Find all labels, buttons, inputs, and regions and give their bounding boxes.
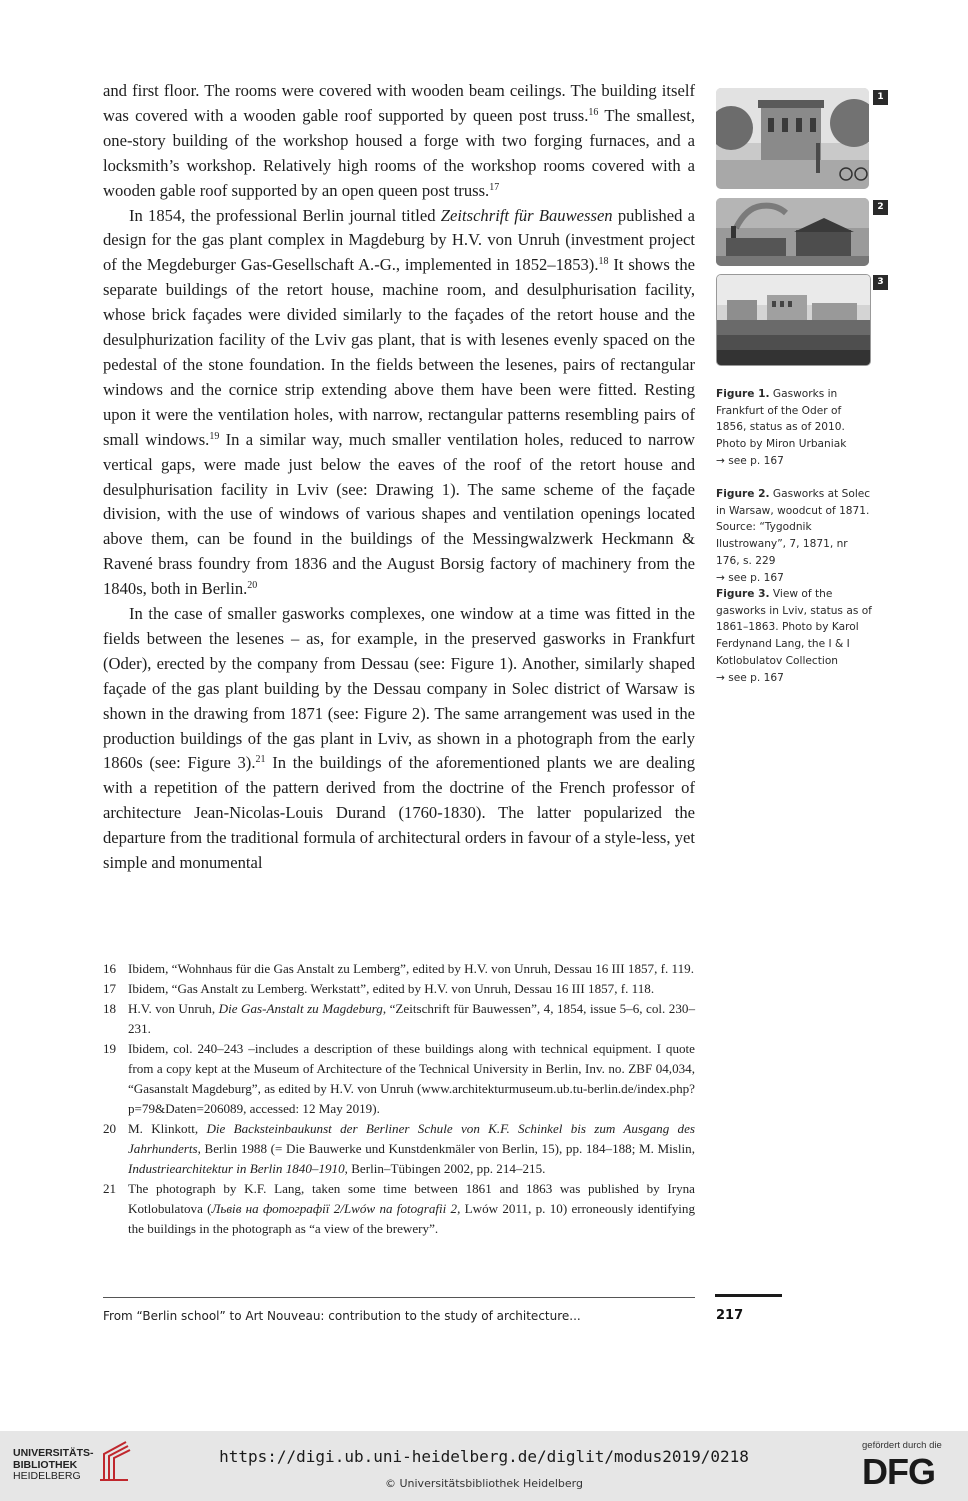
paragraph-3: In the case of smaller gasworks complexes, one window at a time was fitted in the fields between the lesenes – as, for example, in the preserved gasworks in Frankfurt (Oder), erected by the company from Dessau (see: Figure 1). Another, similarly shaped façade of the gas plant building by the Dessau company in Solec district of Warsaw is shown in the drawing from 1871 (see: Figure 2). The same arrangement was used in the production buildings of the gas plant in Lviv, as shown in a photograph from the early 1860s (see: Figure 3).$^{21}$ In the buildings of the aforementioned plants we are dealing with a repetition of the pattern derived from the doctrine of the French professor of architecture Jean-Nicolas-Louis Durand (1760-1830). The latter popularized the departure from the traditional formula of architectural orders in favour of a style-less, yet simple and monumental: [103, 604, 696, 873]
page-permalink[interactable]: https://digi.ub.uni-heidelberg.de/diglit/modus2019/0218: [219, 1447, 749, 1466]
viewer-footer-bar: [0, 1431, 968, 1501]
footnote-ref-18[interactable]: 18: [598, 256, 609, 268]
footer-divider: [103, 1297, 695, 1298]
figure-3-image[interactable]: [716, 274, 871, 366]
main-body-text: [103, 79, 695, 876]
footnote-ref-21[interactable]: 21: [255, 754, 266, 766]
running-title: From “Berlin school” to Art Nouveau: contribution to the study of architecture...: [103, 1309, 581, 1323]
paragraph-2: In 1854, the professional Berlin journal titled Zeitschrift für Bauwessen published a design for the gas plant complex in Magdeburg by H.V. von Unruh (investment project of the Megdeburger Gas-Gesellschaft A.-G., implemented in 1852–1853).$^{18}$ It shows the separate buildings of the retort house, machine room, and desulphurisation facility, whose brick façades were divided similarly to the façades of the retort house and the desulphurization facility of the Lviv gas plant, that is with lesenes evenly spaced on the pedestal of the stone foundation. In the fields between the lesenes, pairs of rectangular windows and the cornice strip extending above them have been were fitted. Resting upon it were the ventilation holes, with narrow, rectangular patterns resembling pairs of small windows.$^{19}$ In a similar way, much smaller ventilation holes, reduced to narrow vertical gaps, were made just below the eaves of the roof of the retort house and desulphurisation facility in Lviv (see: Drawing 1). The same scheme of the façade division, with the use of windows of various shapes and ventilation openings located above them, can be found in the buildings of the Messingwalzwerk Heckmann & Ravené brass foundry from 1836 and the August Borsig factory of machinery from the 1840s, both in Berlin.$^{20}$: [103, 205, 695, 599]
figure-2-caption: Figure 2. Gasworks at Solec in Warsaw, woodcut of 1871. Source: “Tygodnik Ilustrowany”, 7, 1871, nr 176, s. 229 → see p. 167: [716, 486, 874, 586]
figure-1-caption: Figure 1. Gasworks in Frankfurt of the Oder of 1856, status as of 2010. Photo by Miron Urbaniak → see p. 167: [716, 386, 874, 470]
footnote-16: 16 Ibidem, “Wohnhaus für die Gas Anstalt zu Lemberg”, edited by H.V. von Unruh, Dessau 16 III 1857, f. 119.: [103, 961, 694, 976]
copyright-notice: © Universitätsbibliothek Heidelberg: [384, 1477, 583, 1490]
footnote-ref-19[interactable]: 19: [209, 430, 220, 442]
dfg-funding-label: gefördert durch die: [862, 1440, 942, 1451]
page-number-divider: [715, 1294, 782, 1297]
footnote-17: 17 Ibidem, “Gas Anstalt zu Lemberg. Werkstatt”, edited by H.V. von Unruh, Dessau 16 III 1857, f. 118.: [103, 981, 655, 996]
figure-3-number: 3: [873, 275, 888, 290]
figure-1-number: 1: [873, 90, 888, 105]
footnote-ref-17[interactable]: 17: [489, 181, 500, 193]
footnote-19: 19 Ibidem, col. 240–243 –includes a description of these buildings along with technical equipment. I quote from a copy kept at the Museum of Architecture of the Technical University in Berlin, Inv. no. ZBF 04,034, “Gasanstalt Magdeburg”, as edited by H.V. von Unruh (www.architekturmuseum.ub.tu-berlin.de/index.php?p=79&Daten=206089, accessed: 12 May 2019).: [103, 1041, 695, 1116]
page-number: 217: [716, 1308, 744, 1323]
figure-3-see-link[interactable]: → see p. 167: [716, 671, 784, 684]
figure-3-caption: Figure 3. View of the gasworks in Lviv, status as of 1861–1863. Photo by Karol Ferdynand Lang, the I & I Kotlobulatov Collection → see p. 167: [716, 586, 874, 686]
figure-2-number: 2: [873, 200, 888, 215]
footnote-ref-20[interactable]: 20: [247, 580, 258, 592]
footnote-ref-16[interactable]: 16: [588, 106, 599, 118]
footnote-21: 21 The photograph by K.F. Lang, taken some time between 1861 and 1863 was published by Iryna Kotlobulatova (Львів на фотографії 2/Lwów na fotografii 2, Lwów 2011, p. 10) erroneously identifying the buildings in the photograph as “a view of the brewery”.: [103, 1181, 695, 1236]
footnote-20: 20 M. Klinkott, Die Backsteinbaukunst der Berliner Schule von K.F. Schinkel bis zum Ausgang des Jahrhunderts, Berlin 1988 (= Die Bauwerke und Kunstdenkmäler von Berlin, 15), pp. 184–188; M. Mislin, Industriearchitektur in Berlin 1840–1910, Berlin–Tübingen 2002, pp. 214–215.: [103, 1121, 696, 1176]
paragraph-1: and first floor. The rooms were covered with wooden beam ceilings. The building itself was covered with a wooden gable roof supported by queen post truss.$^{16}$ The smallest, one-story building of the workshop housed a forge with two forging furnaces, and a locksmith’s workshop. Relatively high rooms of the workshop rooms covered with a wooden gable roof supported by an open queen post truss.$^{17}$: [103, 81, 695, 200]
figure-1-see-link[interactable]: → see p. 167: [716, 454, 784, 467]
figure-2-see-link[interactable]: → see p. 167: [716, 571, 784, 584]
figure-1-image[interactable]: [716, 88, 869, 189]
journal-title: Zeitschrift für Bauwessen: [440, 205, 613, 225]
figure-2-image[interactable]: [716, 198, 869, 266]
footnotes: [103, 959, 695, 1239]
dfg-logo[interactable]: DFG: [862, 1451, 935, 1492]
footnote-18: 18 H.V. von Unruh, Die Gas-Anstalt zu Magdeburg, “Zeitschrift für Bauwessen”, 4, 1854, issue 5–6, col. 230–231.: [103, 1001, 695, 1036]
ub-heidelberg-logo[interactable]: UNIVERSITÄTS- BIBLIOTHEK HEIDELBERG: [13, 1447, 94, 1482]
